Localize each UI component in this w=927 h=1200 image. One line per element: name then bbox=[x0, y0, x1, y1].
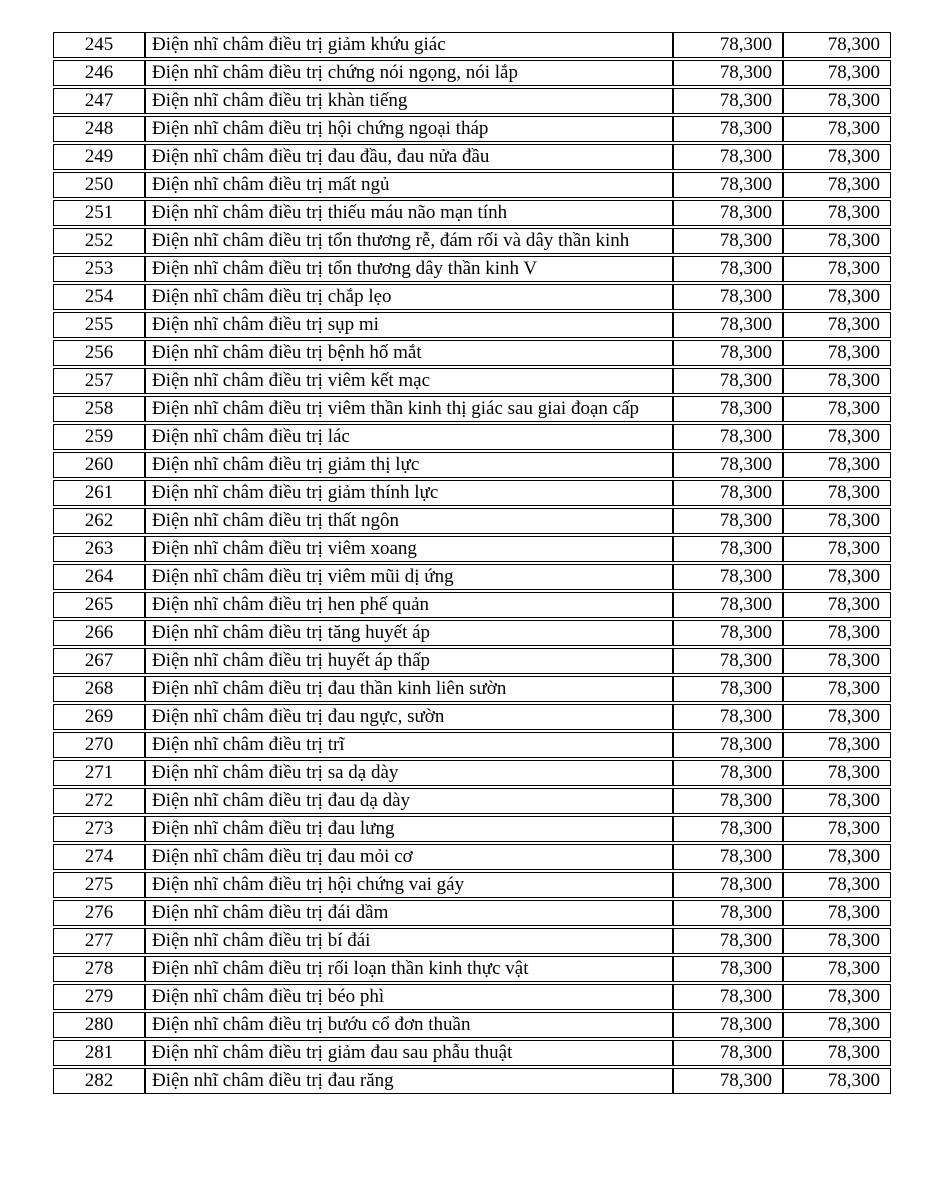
row-number-cell: 268 bbox=[53, 676, 145, 702]
table-row bbox=[53, 704, 891, 730]
price-cell: 78,300 bbox=[673, 452, 783, 478]
price-cell: 78,300 bbox=[673, 368, 783, 394]
price-bhyt-cell: 78,300 bbox=[783, 872, 891, 898]
price-bhyt-cell: 78,300 bbox=[783, 452, 891, 478]
price-bhyt-cell: 78,300 bbox=[783, 172, 891, 198]
table-row bbox=[53, 396, 891, 422]
table-row bbox=[53, 340, 891, 366]
price-cell: 78,300 bbox=[673, 928, 783, 954]
table-row bbox=[53, 312, 891, 338]
price-bhyt-cell: 78,300 bbox=[783, 928, 891, 954]
service-name-cell: Điện nhĩ châm điều trị thất ngôn bbox=[145, 508, 673, 534]
table-row bbox=[53, 508, 891, 534]
service-name-cell: Điện nhĩ châm điều trị giảm thị lực bbox=[145, 452, 673, 478]
price-bhyt-cell: 78,300 bbox=[783, 228, 891, 254]
price-cell: 78,300 bbox=[673, 564, 783, 590]
price-bhyt-cell: 78,300 bbox=[783, 256, 891, 282]
table-row bbox=[53, 32, 891, 58]
service-name-cell: Điện nhĩ châm điều trị tổn thương dây thần kinh V bbox=[145, 256, 673, 282]
price-cell: 78,300 bbox=[673, 872, 783, 898]
row-number-cell: 282 bbox=[53, 1068, 145, 1094]
price-cell: 78,300 bbox=[673, 172, 783, 198]
table-row bbox=[53, 592, 891, 618]
service-price-table bbox=[53, 30, 891, 1096]
price-cell: 78,300 bbox=[673, 648, 783, 674]
service-name-cell: Điện nhĩ châm điều trị đau đầu, đau nửa đầu bbox=[145, 144, 673, 170]
price-cell: 78,300 bbox=[673, 424, 783, 450]
price-cell: 78,300 bbox=[673, 256, 783, 282]
row-number-cell: 279 bbox=[53, 984, 145, 1010]
table-row bbox=[53, 984, 891, 1010]
price-cell: 78,300 bbox=[673, 760, 783, 786]
price-bhyt-cell: 78,300 bbox=[783, 620, 891, 646]
price-cell: 78,300 bbox=[673, 116, 783, 142]
table-row bbox=[53, 424, 891, 450]
table-row bbox=[53, 60, 891, 86]
price-bhyt-cell: 78,300 bbox=[783, 88, 891, 114]
row-number-cell: 253 bbox=[53, 256, 145, 282]
price-bhyt-cell: 78,300 bbox=[783, 788, 891, 814]
row-number-cell: 263 bbox=[53, 536, 145, 562]
price-bhyt-cell: 78,300 bbox=[783, 1068, 891, 1094]
table-row bbox=[53, 620, 891, 646]
price-table-body bbox=[53, 32, 891, 1094]
row-number-cell: 271 bbox=[53, 760, 145, 786]
service-name-cell: Điện nhĩ châm điều trị thiếu máu não mạn tính bbox=[145, 200, 673, 226]
service-name-cell: Điện nhĩ châm điều trị viêm kết mạc bbox=[145, 368, 673, 394]
price-cell: 78,300 bbox=[673, 984, 783, 1010]
table-row bbox=[53, 144, 891, 170]
price-bhyt-cell: 78,300 bbox=[783, 1012, 891, 1038]
service-name-cell: Điện nhĩ châm điều trị đau ngực, sườn bbox=[145, 704, 673, 730]
price-bhyt-cell: 78,300 bbox=[783, 60, 891, 86]
service-name-cell: Điện nhĩ châm điều trị bí đái bbox=[145, 928, 673, 954]
service-name-cell: Điện nhĩ châm điều trị tăng huyết áp bbox=[145, 620, 673, 646]
price-cell: 78,300 bbox=[673, 900, 783, 926]
service-name-cell: Điện nhĩ châm điều trị tổn thương rễ, đám rối và dây thần kinh bbox=[145, 228, 673, 254]
service-name-cell: Điện nhĩ châm điều trị viêm mũi dị ứng bbox=[145, 564, 673, 590]
table-row bbox=[53, 1040, 891, 1066]
row-number-cell: 258 bbox=[53, 396, 145, 422]
table-row bbox=[53, 256, 891, 282]
price-bhyt-cell: 78,300 bbox=[783, 424, 891, 450]
price-cell: 78,300 bbox=[673, 732, 783, 758]
table-row bbox=[53, 88, 891, 114]
price-bhyt-cell: 78,300 bbox=[783, 284, 891, 310]
service-name-cell: Điện nhĩ châm điều trị khàn tiếng bbox=[145, 88, 673, 114]
table-row bbox=[53, 536, 891, 562]
table-row bbox=[53, 368, 891, 394]
price-cell: 78,300 bbox=[673, 396, 783, 422]
row-number-cell: 273 bbox=[53, 816, 145, 842]
table-row bbox=[53, 900, 891, 926]
price-bhyt-cell: 78,300 bbox=[783, 704, 891, 730]
price-cell: 78,300 bbox=[673, 480, 783, 506]
price-bhyt-cell: 78,300 bbox=[783, 340, 891, 366]
service-name-cell: Điện nhĩ châm điều trị sụp mi bbox=[145, 312, 673, 338]
table-row bbox=[53, 116, 891, 142]
price-bhyt-cell: 78,300 bbox=[783, 900, 891, 926]
service-name-cell: Điện nhĩ châm điều trị giảm thính lực bbox=[145, 480, 673, 506]
service-name-cell: Điện nhĩ châm điều trị đau mỏi cơ bbox=[145, 844, 673, 870]
price-cell: 78,300 bbox=[673, 1012, 783, 1038]
row-number-cell: 250 bbox=[53, 172, 145, 198]
service-name-cell: Điện nhĩ châm điều trị chắp lẹo bbox=[145, 284, 673, 310]
row-number-cell: 248 bbox=[53, 116, 145, 142]
service-name-cell: Điện nhĩ châm điều trị chứng nói ngọng, nói lắp bbox=[145, 60, 673, 86]
price-cell: 78,300 bbox=[673, 676, 783, 702]
row-number-cell: 256 bbox=[53, 340, 145, 366]
service-name-cell: Điện nhĩ châm điều trị béo phì bbox=[145, 984, 673, 1010]
price-bhyt-cell: 78,300 bbox=[783, 396, 891, 422]
price-bhyt-cell: 78,300 bbox=[783, 480, 891, 506]
row-number-cell: 280 bbox=[53, 1012, 145, 1038]
row-number-cell: 276 bbox=[53, 900, 145, 926]
price-bhyt-cell: 78,300 bbox=[783, 536, 891, 562]
price-cell: 78,300 bbox=[673, 844, 783, 870]
price-bhyt-cell: 78,300 bbox=[783, 816, 891, 842]
price-bhyt-cell: 78,300 bbox=[783, 32, 891, 58]
table-row bbox=[53, 872, 891, 898]
price-cell: 78,300 bbox=[673, 536, 783, 562]
service-name-cell: Điện nhĩ châm điều trị viêm xoang bbox=[145, 536, 673, 562]
service-name-cell: Điện nhĩ châm điều trị sa dạ dày bbox=[145, 760, 673, 786]
price-bhyt-cell: 78,300 bbox=[783, 956, 891, 982]
price-cell: 78,300 bbox=[673, 1040, 783, 1066]
price-bhyt-cell: 78,300 bbox=[783, 200, 891, 226]
row-number-cell: 247 bbox=[53, 88, 145, 114]
row-number-cell: 274 bbox=[53, 844, 145, 870]
price-cell: 78,300 bbox=[673, 340, 783, 366]
price-bhyt-cell: 78,300 bbox=[783, 564, 891, 590]
service-name-cell: Điện nhĩ châm điều trị đái dầm bbox=[145, 900, 673, 926]
row-number-cell: 264 bbox=[53, 564, 145, 590]
table-row bbox=[53, 788, 891, 814]
price-cell: 78,300 bbox=[673, 620, 783, 646]
service-name-cell: Điện nhĩ châm điều trị hội chứng vai gáy bbox=[145, 872, 673, 898]
price-bhyt-cell: 78,300 bbox=[783, 676, 891, 702]
table-row bbox=[53, 732, 891, 758]
service-name-cell: Điện nhĩ châm điều trị đau thần kinh liên sườn bbox=[145, 676, 673, 702]
service-name-cell: Điện nhĩ châm điều trị lác bbox=[145, 424, 673, 450]
price-bhyt-cell: 78,300 bbox=[783, 648, 891, 674]
price-bhyt-cell: 78,300 bbox=[783, 312, 891, 338]
table-row bbox=[53, 172, 891, 198]
price-bhyt-cell: 78,300 bbox=[783, 732, 891, 758]
row-number-cell: 259 bbox=[53, 424, 145, 450]
table-row bbox=[53, 648, 891, 674]
row-number-cell: 278 bbox=[53, 956, 145, 982]
table-row bbox=[53, 480, 891, 506]
row-number-cell: 267 bbox=[53, 648, 145, 674]
service-name-cell: Điện nhĩ châm điều trị huyết áp thấp bbox=[145, 648, 673, 674]
service-name-cell: Điện nhĩ châm điều trị đau răng bbox=[145, 1068, 673, 1094]
price-cell: 78,300 bbox=[673, 144, 783, 170]
price-bhyt-cell: 78,300 bbox=[783, 144, 891, 170]
price-bhyt-cell: 78,300 bbox=[783, 116, 891, 142]
price-cell: 78,300 bbox=[673, 1068, 783, 1094]
service-name-cell: Điện nhĩ châm điều trị đau dạ dày bbox=[145, 788, 673, 814]
row-number-cell: 260 bbox=[53, 452, 145, 478]
price-cell: 78,300 bbox=[673, 88, 783, 114]
row-number-cell: 249 bbox=[53, 144, 145, 170]
table-row bbox=[53, 1068, 891, 1094]
price-cell: 78,300 bbox=[673, 816, 783, 842]
price-cell: 78,300 bbox=[673, 788, 783, 814]
price-cell: 78,300 bbox=[673, 956, 783, 982]
row-number-cell: 252 bbox=[53, 228, 145, 254]
table-row bbox=[53, 284, 891, 310]
table-row bbox=[53, 844, 891, 870]
row-number-cell: 261 bbox=[53, 480, 145, 506]
service-name-cell: Điện nhĩ châm điều trị hen phế quản bbox=[145, 592, 673, 618]
price-cell: 78,300 bbox=[673, 200, 783, 226]
table-row bbox=[53, 200, 891, 226]
service-name-cell: Điện nhĩ châm điều trị viêm thần kinh thị giác sau giai đoạn cấp bbox=[145, 396, 673, 422]
row-number-cell: 254 bbox=[53, 284, 145, 310]
price-cell: 78,300 bbox=[673, 508, 783, 534]
table-row bbox=[53, 564, 891, 590]
service-name-cell: Điện nhĩ châm điều trị trĩ bbox=[145, 732, 673, 758]
service-name-cell: Điện nhĩ châm điều trị đau lưng bbox=[145, 816, 673, 842]
table-row bbox=[53, 816, 891, 842]
service-name-cell: Điện nhĩ châm điều trị giảm đau sau phẫu thuật bbox=[145, 1040, 673, 1066]
service-name-cell: Điện nhĩ châm điều trị bệnh hố mắt bbox=[145, 340, 673, 366]
service-name-cell: Điện nhĩ châm điều trị giảm khứu giác bbox=[145, 32, 673, 58]
table-row bbox=[53, 452, 891, 478]
price-bhyt-cell: 78,300 bbox=[783, 508, 891, 534]
price-cell: 78,300 bbox=[673, 60, 783, 86]
price-bhyt-cell: 78,300 bbox=[783, 844, 891, 870]
row-number-cell: 270 bbox=[53, 732, 145, 758]
row-number-cell: 272 bbox=[53, 788, 145, 814]
price-bhyt-cell: 78,300 bbox=[783, 592, 891, 618]
row-number-cell: 265 bbox=[53, 592, 145, 618]
service-name-cell: Điện nhĩ châm điều trị mất ngủ bbox=[145, 172, 673, 198]
table-row bbox=[53, 1012, 891, 1038]
table-row bbox=[53, 676, 891, 702]
service-name-cell: Điện nhĩ châm điều trị bướu cổ đơn thuần bbox=[145, 1012, 673, 1038]
table-row bbox=[53, 760, 891, 786]
row-number-cell: 245 bbox=[53, 32, 145, 58]
row-number-cell: 251 bbox=[53, 200, 145, 226]
row-number-cell: 246 bbox=[53, 60, 145, 86]
price-bhyt-cell: 78,300 bbox=[783, 760, 891, 786]
table-row bbox=[53, 928, 891, 954]
price-cell: 78,300 bbox=[673, 312, 783, 338]
row-number-cell: 262 bbox=[53, 508, 145, 534]
price-bhyt-cell: 78,300 bbox=[783, 984, 891, 1010]
price-bhyt-cell: 78,300 bbox=[783, 1040, 891, 1066]
service-name-cell: Điện nhĩ châm điều trị rối loạn thần kinh thực vật bbox=[145, 956, 673, 982]
row-number-cell: 269 bbox=[53, 704, 145, 730]
service-name-cell: Điện nhĩ châm điều trị hội chứng ngoại tháp bbox=[145, 116, 673, 142]
row-number-cell: 281 bbox=[53, 1040, 145, 1066]
row-number-cell: 255 bbox=[53, 312, 145, 338]
table-row bbox=[53, 228, 891, 254]
price-cell: 78,300 bbox=[673, 228, 783, 254]
table-row bbox=[53, 956, 891, 982]
price-cell: 78,300 bbox=[673, 284, 783, 310]
row-number-cell: 266 bbox=[53, 620, 145, 646]
row-number-cell: 275 bbox=[53, 872, 145, 898]
price-bhyt-cell: 78,300 bbox=[783, 368, 891, 394]
price-cell: 78,300 bbox=[673, 32, 783, 58]
row-number-cell: 277 bbox=[53, 928, 145, 954]
row-number-cell: 257 bbox=[53, 368, 145, 394]
price-cell: 78,300 bbox=[673, 704, 783, 730]
price-cell: 78,300 bbox=[673, 592, 783, 618]
